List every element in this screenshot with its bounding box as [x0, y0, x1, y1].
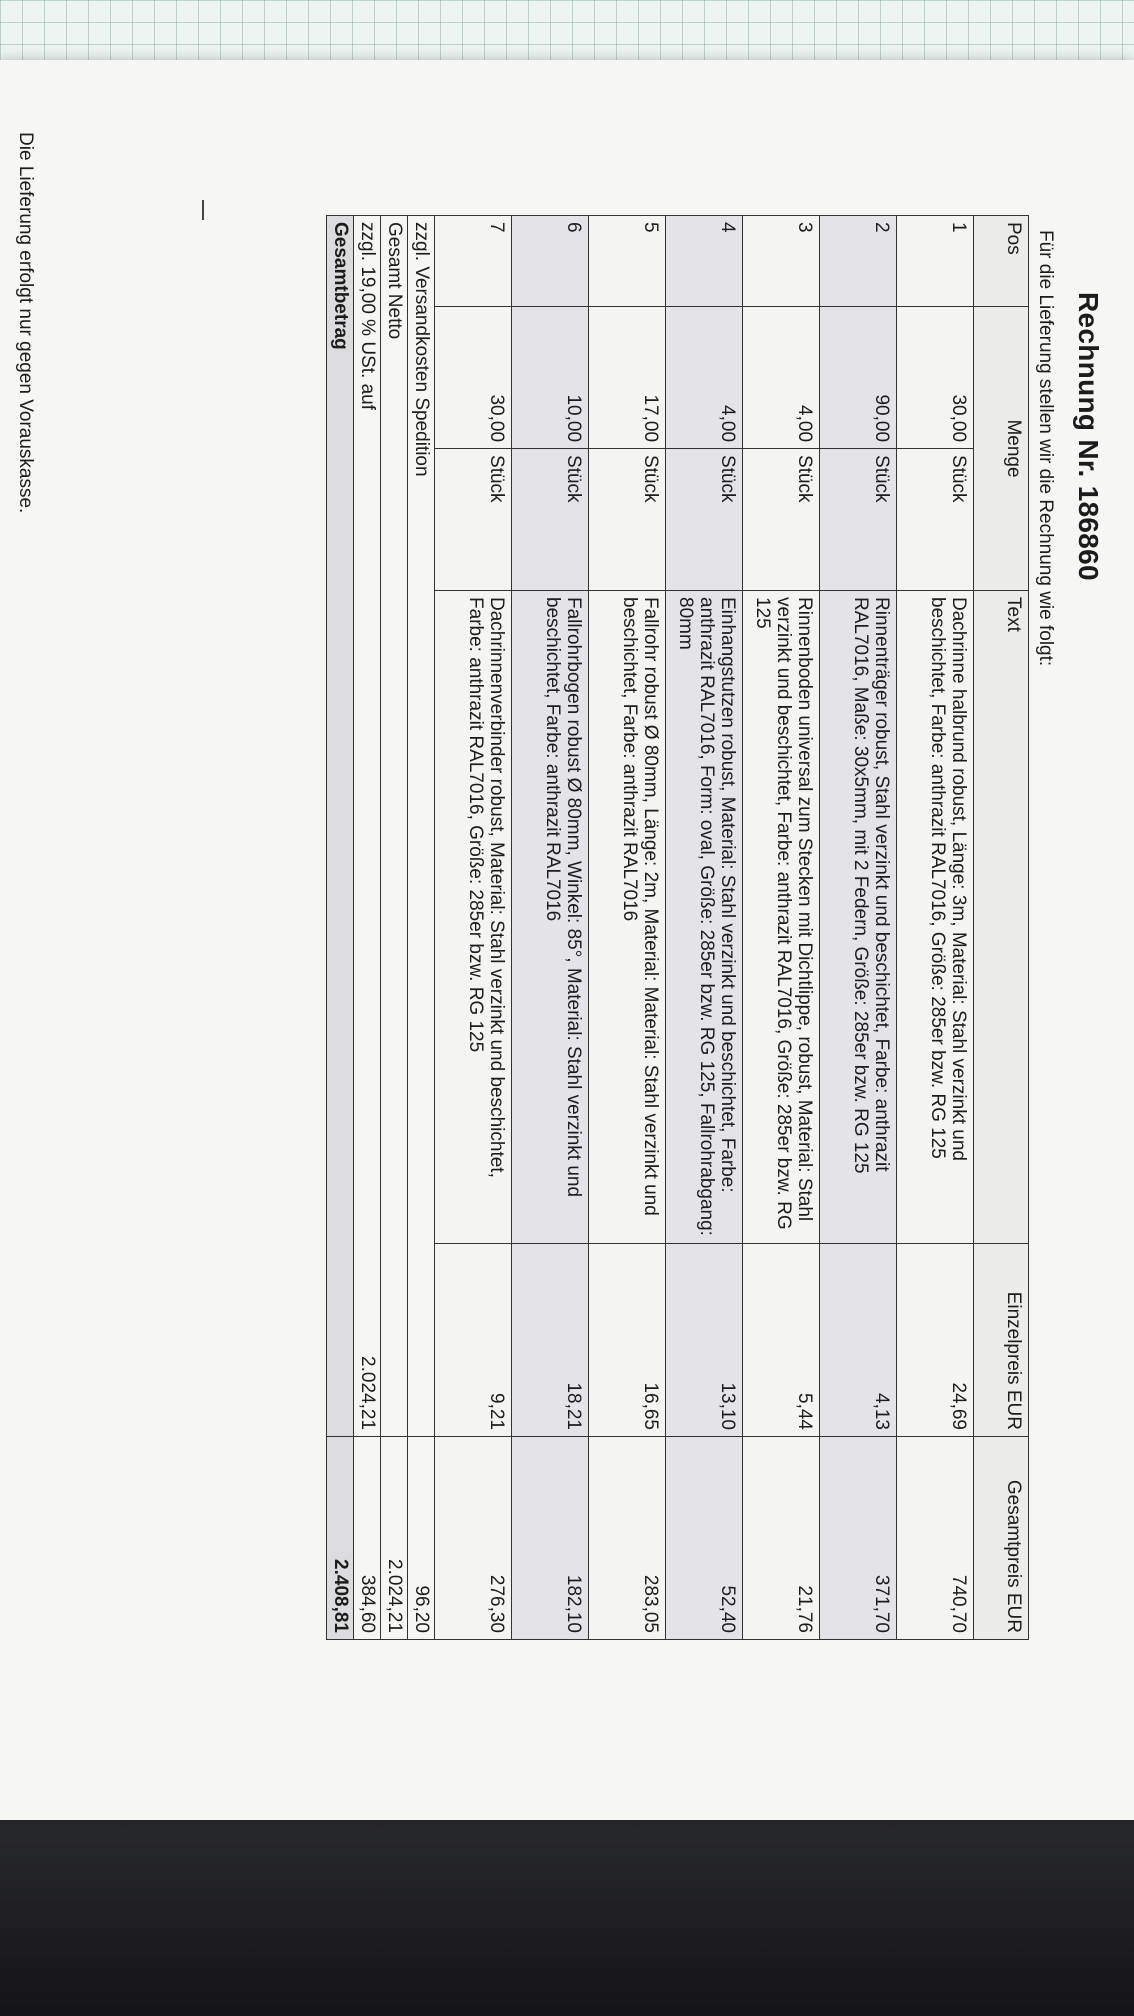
net-row — [381, 216, 408, 1640]
table-header-row — [974, 216, 1029, 1640]
vat-label: zzgl. 19,00 % USt. auf — [354, 216, 381, 1244]
column-header-text: Text — [974, 591, 1029, 1244]
item-pos: 4 — [666, 216, 743, 307]
item-pos: 5 — [589, 216, 666, 307]
table-row — [435, 216, 512, 1640]
column-header-pos: Pos — [974, 216, 1029, 307]
item-unit: Stück — [512, 449, 589, 591]
shipping-value: 96,20 — [408, 1437, 435, 1640]
item-pos: 6 — [512, 216, 589, 307]
item-unit: Stück — [820, 449, 897, 591]
item-unit: Stück — [743, 449, 820, 591]
table-row — [666, 216, 743, 1640]
item-text: Rinnenträger robust, Stahl verzinkt und beschichtet, Farbe: anthrazit RAL7016, Maße: 30x5mm, mit 2 Federn, Größe: 285er bzw. RG 125 — [820, 591, 897, 1244]
net-value: 2.024,21 — [381, 1437, 408, 1640]
invoice-title: Rechnung Nr. 186860 — [1073, 292, 1104, 581]
vat-row — [354, 216, 381, 1640]
item-text: Rinnenboden universal zum Stecken mit Dichtlippe, robust, Material: Stahl verzinkt und beschichtet, Farbe: anthrazit RAL7016, Größe: 285er bzw. RG 125 — [743, 591, 820, 1244]
item-pos: 7 — [435, 216, 512, 307]
net-label: Gesamt Netto — [381, 216, 408, 1244]
item-text: Dachrinnenverbinder robust, Material: Stahl verzinkt und beschichtet, Farbe: anthrazit RAL7016, Größe: 285er bzw. RG 125 — [435, 591, 512, 1244]
shipping-row — [408, 216, 435, 1640]
item-qty: 30,00 — [435, 307, 512, 449]
item-unit-price: 24,69 — [897, 1244, 974, 1437]
column-header-menge: Menge — [974, 307, 1029, 591]
item-total: 740,70 — [897, 1437, 974, 1640]
item-qty: 90,00 — [820, 307, 897, 449]
invoice-sheet — [0, 60, 1134, 1820]
item-pos: 3 — [743, 216, 820, 307]
item-unit-price: 9,21 — [435, 1244, 512, 1437]
item-qty: 17,00 — [589, 307, 666, 449]
total-label: Gesamtbetrag — [327, 216, 354, 1437]
table-row — [820, 216, 897, 1640]
fold-mark — [202, 200, 204, 220]
desk-background — [0, 1796, 1134, 2016]
item-text: Fallrohrbogen robust Ø 80mm, Winkel: 85°, Material: Stahl verzinkt und beschichtet, Farbe: anthrazit RAL7016 — [512, 591, 589, 1244]
item-pos: 1 — [897, 216, 974, 307]
item-qty: 10,00 — [512, 307, 589, 449]
total-value: 2.408,81 — [327, 1437, 354, 1640]
item-total: 283,05 — [589, 1437, 666, 1640]
item-unit: Stück — [666, 449, 743, 591]
invoice-document — [0, 70, 1134, 1770]
shipping-label: zzgl. Versandkosten Spedition — [408, 216, 435, 1244]
item-unit: Stück — [897, 449, 974, 591]
item-qty: 30,00 — [897, 307, 974, 449]
item-unit-price: 13,10 — [666, 1244, 743, 1437]
item-text: Dachrinne halbrund robust, Länge: 3m, Material: Stahl verzinkt und beschichtet, Farbe: anthrazit RAL7016, Größe: 285er bzw. RG 125 — [897, 591, 974, 1244]
item-pos: 2 — [820, 216, 897, 307]
table-row — [897, 216, 974, 1640]
table-row — [589, 216, 666, 1640]
item-total: 182,10 — [512, 1437, 589, 1640]
item-text: Fallrohr robust Ø 80mm, Länge: 2m, Material: Material: Stahl verzinkt und beschichtet, Farbe: anthrazit RAL7016 — [589, 591, 666, 1244]
column-header-gesamtpreis: Gesamtpreis EUR — [974, 1437, 1029, 1640]
item-qty: 4,00 — [743, 307, 820, 449]
item-unit-price: 18,21 — [512, 1244, 589, 1437]
item-unit: Stück — [435, 449, 512, 591]
invoice-table — [326, 215, 1029, 1640]
item-total: 371,70 — [820, 1437, 897, 1640]
shipping-empty — [408, 1244, 435, 1437]
item-unit-price: 4,13 — [820, 1244, 897, 1437]
column-header-einzelpreis: Einzelpreis EUR — [974, 1244, 1029, 1437]
item-qty: 4,00 — [666, 307, 743, 449]
vat-base: 2.024,21 — [354, 1244, 381, 1437]
item-total: 21,76 — [743, 1437, 820, 1640]
item-text: Einhangstutzen robust, Material: Stahl verzinkt und beschichtet, Farbe: anthrazit RAL7016, Form: oval, Größe: 285er bzw. RG 125, Fallrohrabgang: 80mm — [666, 591, 743, 1244]
item-unit: Stück — [589, 449, 666, 591]
item-unit-price: 16,65 — [589, 1244, 666, 1437]
item-total: 52,40 — [666, 1437, 743, 1640]
item-unit-price: 5,44 — [743, 1244, 820, 1437]
table-row — [743, 216, 820, 1640]
table-row — [512, 216, 589, 1640]
invoice-intro: Für die Lieferung stellen wir die Rechnung wie folgt: — [1035, 230, 1056, 667]
invoice-footer-note: Die Lieferung erfolgt nur gegen Vorauskasse. — [15, 132, 36, 514]
item-total: 276,30 — [435, 1437, 512, 1640]
vat-value: 384,60 — [354, 1437, 381, 1640]
total-row — [327, 216, 354, 1640]
net-empty — [381, 1244, 408, 1437]
